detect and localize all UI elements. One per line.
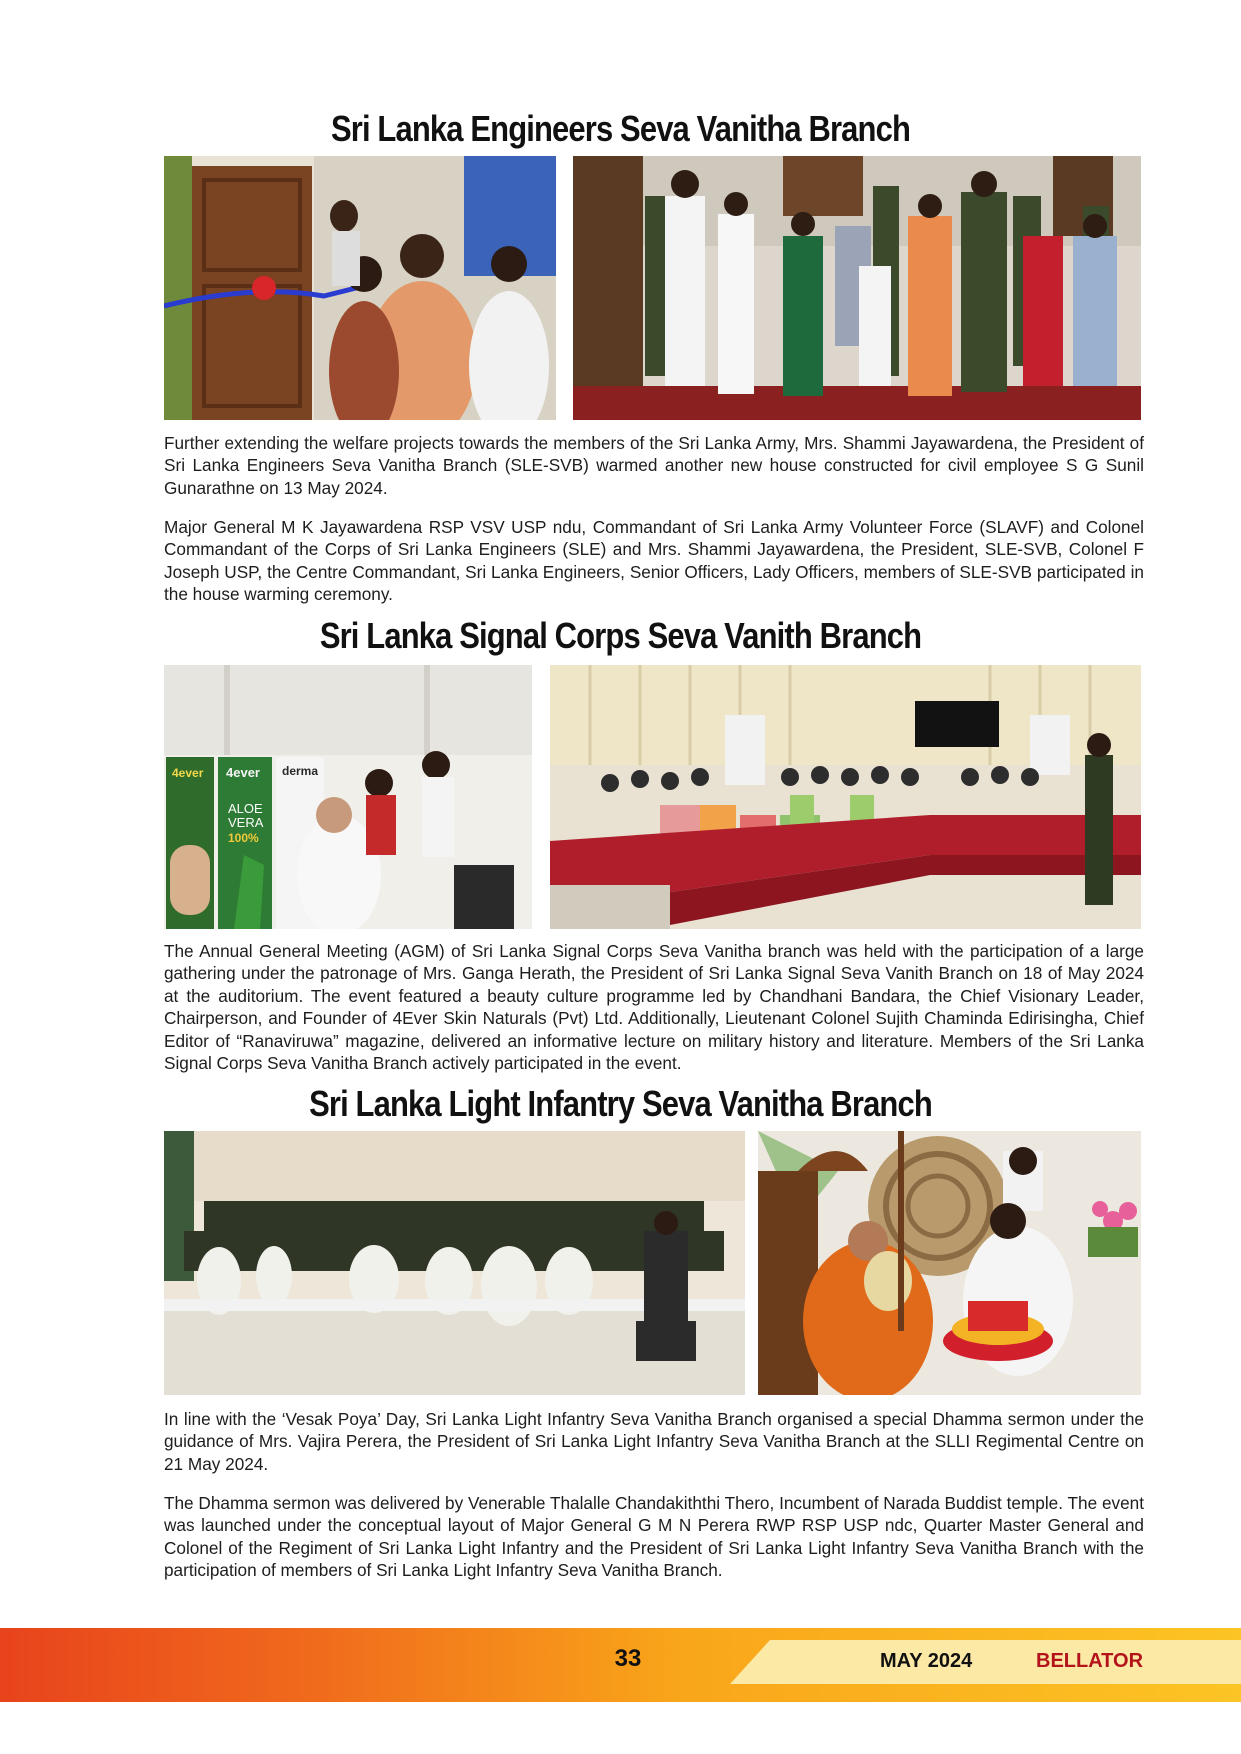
photo-agm-auditorium [550,665,1141,929]
footer-tab [730,1640,1241,1684]
section-heading-signal-corps: Sri Lanka Signal Corps Seva Vanith Branch [319,615,922,656]
banner-aloe-text: ALOE [228,801,263,816]
photo-ribbon-cutting [164,156,556,420]
photo-monk-ceremony [758,1131,1141,1395]
footer-magazine-name: BELLATOR [1036,1650,1144,1672]
section-heading-engineers: Sri Lanka Engineers Seva Vanitha Branch [330,108,911,149]
section-heading-light-infantry: Sri Lanka Light Infantry Seva Vanitha Branch [309,1083,932,1124]
photo-dhamma-sermon-audience [164,1131,745,1395]
paragraph-engineers-2: Major General M K Jayawardena RSP VSV USP ndu, Commandant of Sri Lanka Army Volunteer Force (SLAVF) and Colonel Commandant of the Corps of Sri Lanka Engineers (SLE) and Mrs. Shammi Jayawardena, the President, SLE-SVB, Colonel F Joseph USP, the Centre Commandant, Sri Lanka Engineers, Senior Officers, Lady Officers, members of SLE-SVB participated in the house warming ceremony. [164,517,1144,605]
banner-brand-text-2: 4ever [226,765,260,780]
paragraph-light-infantry-1: In line with the ‘Vesak Poya’ Day, Sri Lanka Light Infantry Seva Vanitha Branch organised a special Dhamma sermon under the guidance of Mrs. Vajira Perera, the President of Sri Lanka Light Infantry Seva Vanitha Branch at the SLLI Regimental Centre on 21 May 2024. [164,1409,1144,1474]
paragraph-signal-corps: The Annual General Meeting (AGM) of Sri Lanka Signal Corps Seva Vanitha branch was held with the participation of a large gathering under the patronage of Mrs. Ganga Herath, the President of Sri Lanka Signal Seva Vanith Branch on 18 of May 2024 at the auditorium. The event featured a beauty culture programme led by Chandhani Bandara, the Chief Visionary Leader, Chairperson, and Founder of 4Ever Skin Naturals (Pvt) Ltd. Additionally, Lieutenant Colonel Sujith Chaminda Edirisingha, Chief Editor of “Ranaviruwa” magazine, delivered an informative lecture on military history and literature. Members of the Sri Lanka Signal Corps Seva Vanitha Branch actively participated in the event. [164,941,1144,1074]
photo-beauty-culture-programme [164,665,532,929]
page-number: 33 [614,1645,642,1672]
banner-derma-text: derma [282,764,319,778]
banner-brand-text-1: 4ever [172,766,204,780]
paragraph-light-infantry-2: The Dhamma sermon was delivered by Venerable Thalalle Chandakiththi Thero, Incumbent of Narada Buddist temple. The event was launched under the conceptual layout of Major General G M N Perera RWP RSP USP ndc, Quarter Master General and Colonel of the Regiment of Sri Lanka Light Infantry and the President of Sri Lanka Light Infantry Seva Vanitha Branch with the participation of members of Sri Lanka Light Infantry Seva Vanitha Branch. [164,1493,1144,1581]
photo-group-housewarming [573,156,1141,420]
footer-date: MAY 2024 [880,1650,973,1672]
banner-vera-text: VERA [228,815,264,830]
paragraph-engineers-1: Further extending the welfare projects towards the members of the Sri Lanka Army, Mrs. Shammi Jayawardena, the President of Sri Lanka Engineers Seva Vanitha Branch (SLE-SVB) warmed another new house constructed for civil employee S G Sunil Gunarathne on 13 May 2024. [164,433,1144,498]
banner-percent-text: 100% [228,831,259,845]
